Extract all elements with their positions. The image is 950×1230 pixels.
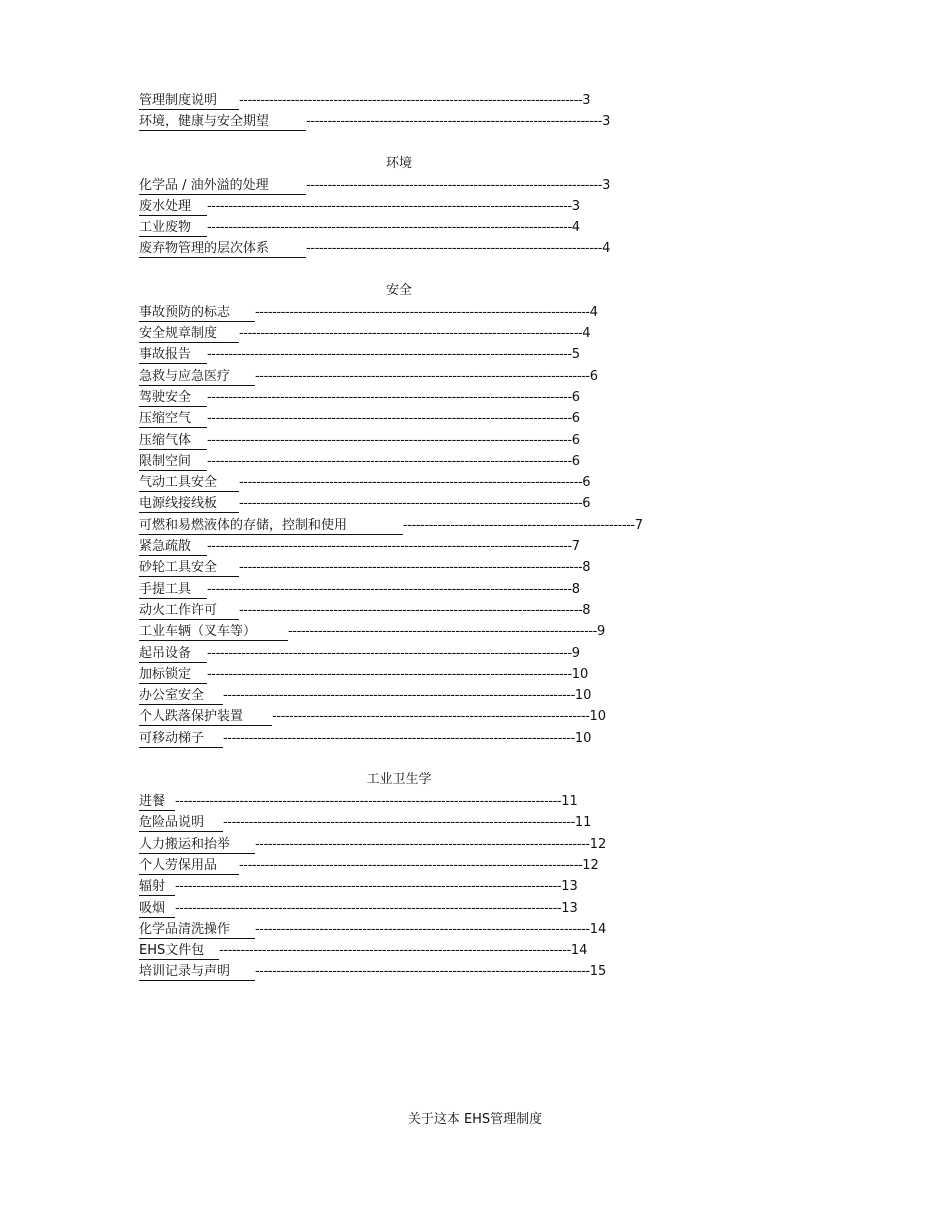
toc-entry-page-number: 7 xyxy=(634,517,643,533)
toc-entry-page-number: 4 xyxy=(589,304,598,320)
dot-leader: ------------------------------------------------------------------------------------- xyxy=(207,347,572,363)
toc-entry-label[interactable]: 可移动梯子 xyxy=(139,731,223,748)
toc-entry[interactable] xyxy=(139,408,659,429)
toc-entry-page-number: 8 xyxy=(582,560,591,576)
toc-entry-label[interactable]: 个人跌落保护装置 xyxy=(139,709,272,726)
dot-leader: --------------------------------------------------------------------- xyxy=(306,241,603,257)
toc-entry-label[interactable]: 起吊设备 xyxy=(139,646,207,663)
section-heading: 环境 xyxy=(385,155,412,171)
toc-entry[interactable] xyxy=(139,344,659,365)
toc-entry-label[interactable]: 驾驶安全 xyxy=(139,390,207,407)
toc-entry-page-number: 4 xyxy=(582,326,591,342)
toc-entry-label[interactable]: 培训记录与声明 xyxy=(139,964,255,981)
toc-entry-page-number: 10 xyxy=(574,730,592,746)
dot-leader: ---------------------------------------------------------------------------------- xyxy=(223,688,575,704)
toc-entry-label[interactable]: 动火工作许可 xyxy=(139,603,239,620)
toc-entry-label[interactable]: 辐射 xyxy=(139,879,175,896)
toc-entry[interactable] xyxy=(139,812,659,833)
toc-entry-label[interactable]: 压缩空气 xyxy=(139,411,207,428)
dot-leader: ------------------------------------------------------------------------------ xyxy=(255,368,590,384)
toc-entry-page-number: 3 xyxy=(571,198,581,214)
toc-entry[interactable] xyxy=(139,728,659,749)
toc-entry[interactable] xyxy=(139,493,659,514)
toc-entry-page-number: 6 xyxy=(582,475,591,491)
dot-leader: ------------------------------------------------------------------------------------- xyxy=(207,432,572,448)
toc-entry-label[interactable]: 管理制度说明 xyxy=(139,93,239,110)
toc-entry[interactable] xyxy=(139,919,659,940)
toc-entry[interactable] xyxy=(139,706,659,727)
toc-entry-label[interactable]: 压缩气体 xyxy=(139,433,207,450)
toc-entry[interactable] xyxy=(139,557,659,578)
toc-entry-label[interactable]: 限制空间 xyxy=(139,454,207,471)
section-spacer xyxy=(139,133,659,153)
toc-entry-page-number: 8 xyxy=(571,581,581,597)
toc-entry-page-number: 12 xyxy=(582,857,599,873)
toc-entry-page-number: 10 xyxy=(571,666,589,682)
toc-entry-page-number: 10 xyxy=(574,688,592,704)
toc-entry-page-number: 14 xyxy=(570,943,588,959)
toc-entry-page-number: 14 xyxy=(589,921,607,937)
toc-entry[interactable] xyxy=(139,579,659,600)
dot-leader: ------------------------------------------------------------------------------------- xyxy=(207,411,572,427)
toc-entry-label[interactable]: 紧急疏散 xyxy=(139,539,207,556)
dot-leader: ------------------------------------------------------------------------------------- xyxy=(207,581,572,597)
toc-entry[interactable] xyxy=(139,898,659,919)
toc-entry[interactable] xyxy=(139,387,659,408)
toc-entry[interactable] xyxy=(139,515,659,536)
toc-entry[interactable] xyxy=(139,643,659,664)
toc-intro-list xyxy=(139,90,659,133)
toc-entry-label[interactable]: 工业废物 xyxy=(139,220,207,237)
dot-leader: -------------------------------------------------------------------------------- xyxy=(239,326,583,342)
dot-leader: ------------------------------------------------------ xyxy=(403,517,635,533)
dot-leader: ------------------------------------------------------------------------------ xyxy=(255,304,590,320)
toc-entry[interactable] xyxy=(139,196,659,217)
toc-entry-label[interactable]: 加标锁定 xyxy=(139,667,207,684)
toc-entry-label[interactable]: 人力搬运和抬举 xyxy=(139,837,255,854)
toc-entry-page-number: 7 xyxy=(571,539,581,555)
toc-entry-page-number: 6 xyxy=(571,453,581,469)
dot-leader: ------------------------------------------------------------------------------------- xyxy=(207,389,572,405)
toc-entry-page-number: 3 xyxy=(602,114,611,130)
toc-entry-label[interactable]: 气动工具安全 xyxy=(139,475,239,492)
toc-entry-label[interactable]: 急救与应急医疗 xyxy=(139,369,255,386)
toc-entry[interactable] xyxy=(139,430,659,451)
toc-entry-page-number: 4 xyxy=(571,220,581,236)
toc-entry-page-number: 12 xyxy=(589,836,607,852)
toc-entry-page-number: 8 xyxy=(582,602,591,618)
dot-leader: ---------------------------------------------------------------------------------- xyxy=(219,943,571,959)
toc-entry[interactable] xyxy=(139,323,659,344)
toc-entry[interactable] xyxy=(139,940,659,961)
toc-entry-page-number: 6 xyxy=(571,411,581,427)
toc-entry-label[interactable]: 办公室安全 xyxy=(139,688,223,705)
toc-entry-label[interactable]: 砂轮工具安全 xyxy=(139,560,239,577)
toc-entry[interactable] xyxy=(139,876,659,897)
toc-entry-label[interactable]: 可燃和易燃液体的存储，控制和使用 xyxy=(139,518,403,535)
dot-leader: ------------------------------------------------------------------------------------------ xyxy=(175,900,562,916)
toc-entry-label[interactable]: EHS文件包 xyxy=(139,943,219,960)
toc-entry-label[interactable]: 工业车辆（叉车等） xyxy=(139,624,288,641)
toc-entry[interactable] xyxy=(139,834,659,855)
section-heading: 工业卫生学 xyxy=(366,772,432,788)
dot-leader: ------------------------------------------------------------------------------ xyxy=(255,836,590,852)
toc-entry-label[interactable]: 事故预防的标志 xyxy=(139,305,255,322)
dot-leader: -------------------------------------------------------------------------------- xyxy=(239,857,583,873)
toc-entry-page-number: 3 xyxy=(582,93,591,108)
toc-sections xyxy=(139,133,659,983)
dot-leader: -------------------------------------------------------------------------------- xyxy=(239,560,583,576)
dot-leader: ------------------------------------------------------------------------------------- xyxy=(207,453,572,469)
dot-leader: -------------------------------------------------------------------------------- xyxy=(239,93,583,108)
dot-leader: ------------------------------------------------------------------------------------- xyxy=(207,645,572,661)
toc-entry-page-number: 6 xyxy=(589,368,598,384)
toc-entry[interactable] xyxy=(139,90,659,111)
dot-leader: --------------------------------------------------------------------- xyxy=(306,177,603,193)
toc-entry-page-number: 9 xyxy=(596,624,606,640)
dot-leader: --------------------------------------------------------------------- xyxy=(306,114,603,130)
toc-entry-label[interactable]: 事故报告 xyxy=(139,347,207,364)
toc-entry[interactable] xyxy=(139,536,659,557)
toc-entry-page-number: 13 xyxy=(561,879,578,895)
table-of-contents xyxy=(139,90,659,983)
toc-entry-page-number: 11 xyxy=(574,815,592,831)
dot-leader: ------------------------------------------------------------------------ xyxy=(288,624,597,640)
toc-entry-page-number: 9 xyxy=(571,645,581,661)
section-spacer xyxy=(139,749,659,769)
page-footer: 关于这本 EHS管理制度 xyxy=(407,1112,543,1127)
toc-entry[interactable] xyxy=(139,451,659,472)
toc-entry-page-number: 13 xyxy=(561,900,578,916)
section-heading: 安全 xyxy=(385,282,412,298)
toc-entry[interactable] xyxy=(139,217,659,238)
dot-leader: ------------------------------------------------------------------------------ xyxy=(255,921,590,937)
dot-leader: ------------------------------------------------------------------------------------- xyxy=(207,666,572,682)
toc-entry[interactable] xyxy=(139,302,659,323)
dot-leader: -------------------------------------------------------------------------------- xyxy=(239,475,583,491)
section-spacer xyxy=(139,260,659,280)
dot-leader: ------------------------------------------------------------------------------------------ xyxy=(175,794,562,810)
toc-entry-page-number: 6 xyxy=(571,432,581,448)
toc-entry-page-number: 3 xyxy=(602,177,611,193)
dot-leader: ------------------------------------------------------------------------------------- xyxy=(207,198,572,214)
toc-entry[interactable] xyxy=(139,664,659,685)
toc-entry[interactable] xyxy=(139,472,659,493)
toc-entry[interactable] xyxy=(139,961,659,982)
dot-leader: ---------------------------------------------------------------------------------- xyxy=(223,730,575,746)
toc-entry[interactable] xyxy=(139,621,659,642)
dot-leader: -------------------------------------------------------------------------------- xyxy=(239,602,583,618)
dot-leader: ------------------------------------------------------------------------------------- xyxy=(207,220,572,236)
dot-leader: ------------------------------------------------------------------------------------- xyxy=(207,539,572,555)
toc-entry[interactable] xyxy=(139,685,659,706)
toc-entry-label[interactable]: 危险品说明 xyxy=(139,815,223,832)
dot-leader: -------------------------------------------------------------------------- xyxy=(272,709,590,725)
toc-entry-page-number: 6 xyxy=(571,389,581,405)
toc-entry[interactable] xyxy=(139,366,659,387)
dot-leader: ------------------------------------------------------------------------------ xyxy=(255,964,590,980)
toc-entry[interactable] xyxy=(139,791,659,812)
toc-entry-label[interactable]: 手提工具 xyxy=(139,582,207,599)
toc-entry-label[interactable]: 化学品清洗操作 xyxy=(139,922,255,939)
toc-entry-label[interactable]: 个人劳保用品 xyxy=(139,858,239,875)
toc-entry-label[interactable]: 废弃物管理的层次体系 xyxy=(139,241,306,258)
dot-leader: ------------------------------------------------------------------------------------------ xyxy=(175,879,562,895)
dot-leader: -------------------------------------------------------------------------------- xyxy=(239,496,583,512)
toc-entry-page-number: 4 xyxy=(602,241,611,257)
toc-entry-label[interactable]: 安全规章制度 xyxy=(139,326,239,343)
toc-entry[interactable] xyxy=(139,855,659,876)
toc-entry-page-number: 11 xyxy=(561,794,578,810)
toc-entry-page-number: 6 xyxy=(582,496,591,512)
toc-entry-label[interactable]: 化学品 / 油外溢的处理 xyxy=(139,178,306,195)
toc-entry-page-number: 5 xyxy=(571,347,581,363)
toc-entry-page-number: 10 xyxy=(589,709,607,725)
toc-entry[interactable] xyxy=(139,111,659,132)
toc-entry-label[interactable]: 废水处理 xyxy=(139,199,207,216)
toc-entry[interactable] xyxy=(139,175,659,196)
toc-entry[interactable] xyxy=(139,600,659,621)
toc-entry-label[interactable]: 电源线接线板 xyxy=(139,496,239,513)
toc-entry-label[interactable]: 环境，健康与安全期望 xyxy=(139,114,306,131)
dot-leader: ---------------------------------------------------------------------------------- xyxy=(223,815,575,831)
toc-entry-label[interactable]: 吸烟 xyxy=(139,901,175,918)
toc-entry-label[interactable]: 进餐 xyxy=(139,794,175,811)
toc-entry-page-number: 15 xyxy=(589,964,607,980)
toc-entry[interactable] xyxy=(139,238,659,259)
